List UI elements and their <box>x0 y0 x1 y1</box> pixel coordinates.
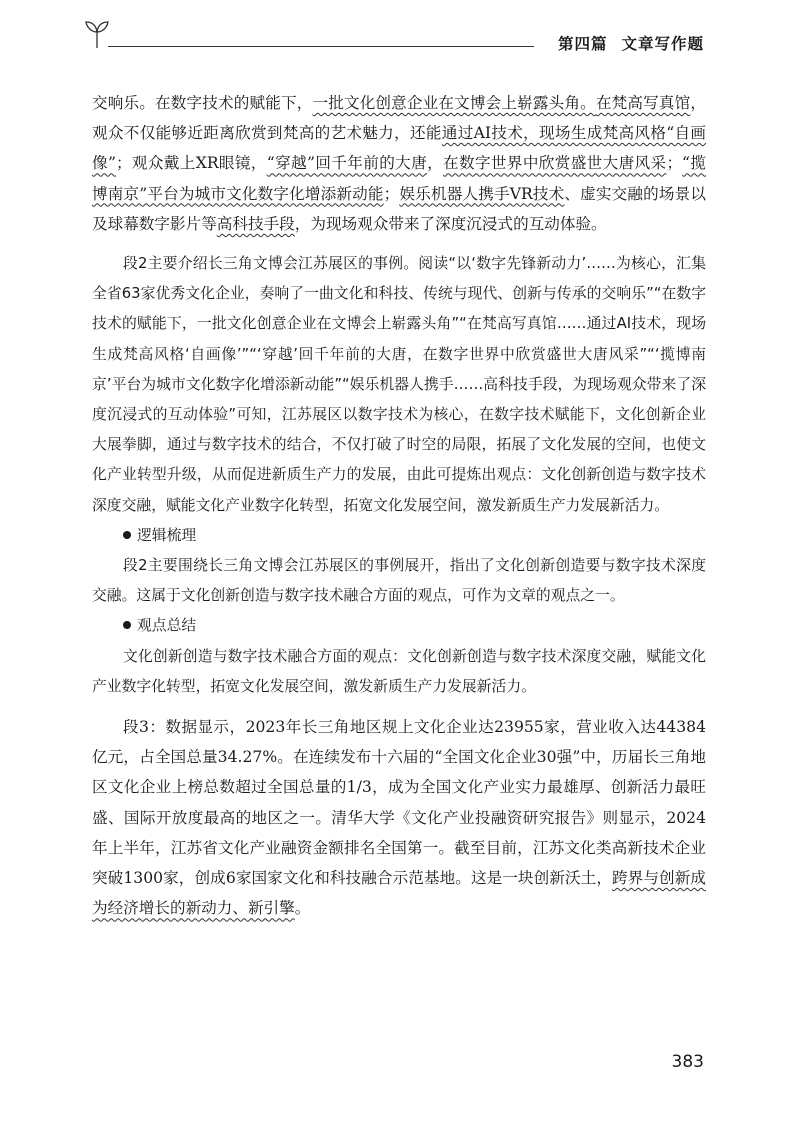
bullet-summary <box>123 611 706 641</box>
paragraph-1 <box>92 88 706 239</box>
bullet-label: 观点总结 <box>137 617 197 635</box>
text: ，观众不仅能够近距离欣赏到梵高的艺术魅力，还能 <box>92 94 706 143</box>
paragraph-2: 段2主要介绍长三角文博会江苏展区的事例。阅读“以‘数字先锋新动力’……为核心，汇集全省63家优秀文化企业，奏响了一曲文化和科技、传统与现代、创新与传承的交响乐”“在数字技术的赋能下，一批文化创意企业在文博会上崭露头角”“在梵高写真馆……通过AI技术，现场生成梵高风格‘自画像’”“‘穿越’回千年前的大唐，在数字世界中欣赏盛世大唐风采”“‘揽博南京’平台为城市文化数字化增添新动能”“娱乐机器人携手……高科技手段，为现场观众带来了深度沉浸式的互动体验”可知，江苏展区以数字技术为核心，在数字技术赋能下，文化创新企业大展拳脚，通过与数字技术的结合，不仅打破了时空的局限，拓展了文化发展的空间，也使文化产业转型升级，从而促进新质生产力的发展，由此可提炼出观点：文化创新创造与数字技术深度交融，赋能文化产业数字化转型，拓宽文化发展空间，激发新质生产力发展新活力。 <box>92 255 706 514</box>
text: ； <box>383 184 400 203</box>
header-rule <box>108 46 534 47</box>
underlined-text: 在梵高写真馆 <box>595 94 691 112</box>
paragraph-5 <box>92 712 706 923</box>
chapter-title <box>558 32 704 54</box>
text: 在数字技术的赋能下， <box>154 94 313 112</box>
bullet-dot-icon <box>123 621 131 629</box>
text: 交响乐。 <box>92 94 155 112</box>
section-title: 文章写作题 <box>621 35 704 53</box>
page-body <box>92 88 706 923</box>
page-number: 383 <box>671 1052 704 1072</box>
underlined-text: “穿越”回千年前的大唐 <box>266 154 428 173</box>
text: 。 <box>294 899 311 918</box>
text: ；观众戴上XR眼镜， <box>115 154 267 173</box>
underlined-text: 跨界与创新成为经济增长的新动力、新引擎 <box>92 869 706 918</box>
bullet-dot-icon <box>123 531 131 539</box>
underlined-text: 娱乐机器人携手VR技术 <box>399 184 565 203</box>
underlined-text: 一批文化创意企业在文博会上崭露头角。 <box>312 94 596 112</box>
bullet-logic <box>123 521 706 551</box>
underlined-text: “揽博南京”平台为城市文化数字化增添新动能 <box>92 154 706 203</box>
underlined-text: 在数字世界中欣赏盛世大唐风采 <box>443 154 667 173</box>
paragraph-3: 段2主要围绕长三角文博会江苏展区的事例展开，指出了文化创新创造要与数字技术深度交融。这属于文化创新创造与数字技术融合方面的观点，可作为文章的观点之一。 <box>92 557 706 605</box>
text: ； <box>666 154 683 173</box>
part-label: 第四篇 <box>557 35 608 53</box>
text: ， <box>427 154 444 173</box>
bullet-label: 逻辑梳理 <box>137 526 197 544</box>
underlined-text: 高科技手段 <box>216 214 295 233</box>
text: ，为现场观众带来了深度沉浸式的互动体验。 <box>294 214 607 233</box>
text: 、虚实交融的场景以及球幕数字影片等 <box>92 184 706 233</box>
paragraph-4: 文化创新创造与数字技术融合方面的观点：文化创新创造与数字技术深度交融，赋能文化产业数字化转型，拓宽文化发展空间，激发新质生产力发展新活力。 <box>92 647 706 695</box>
underlined-text: 通过AI技术，现场生成梵高风格“自画像” <box>92 124 706 173</box>
running-header <box>84 20 704 58</box>
sprout-leaf-icon <box>84 20 110 50</box>
text: 段3：数据显示，2023年长三角地区规上文化企业达23955家，营业收入达44384亿元，占全国总量34.27%。在连续发布十六届的“全国文化企业30强”中，历届长三角地区文化企业上榜总数超过全国总量的1/3，成为全国文化产业实力最雄厚、创新活力最旺盛、国际开放度最高的地区之一。清华大学《文化产业投融资研究报告》则显示，2024年上半年，江苏省文化产业融资金额排名全国第一。截至目前，江苏文化类高新技术企业突破1300家，创成6家国家文化和科技融合示范基地。这是一块创新沃土， <box>92 718 706 888</box>
